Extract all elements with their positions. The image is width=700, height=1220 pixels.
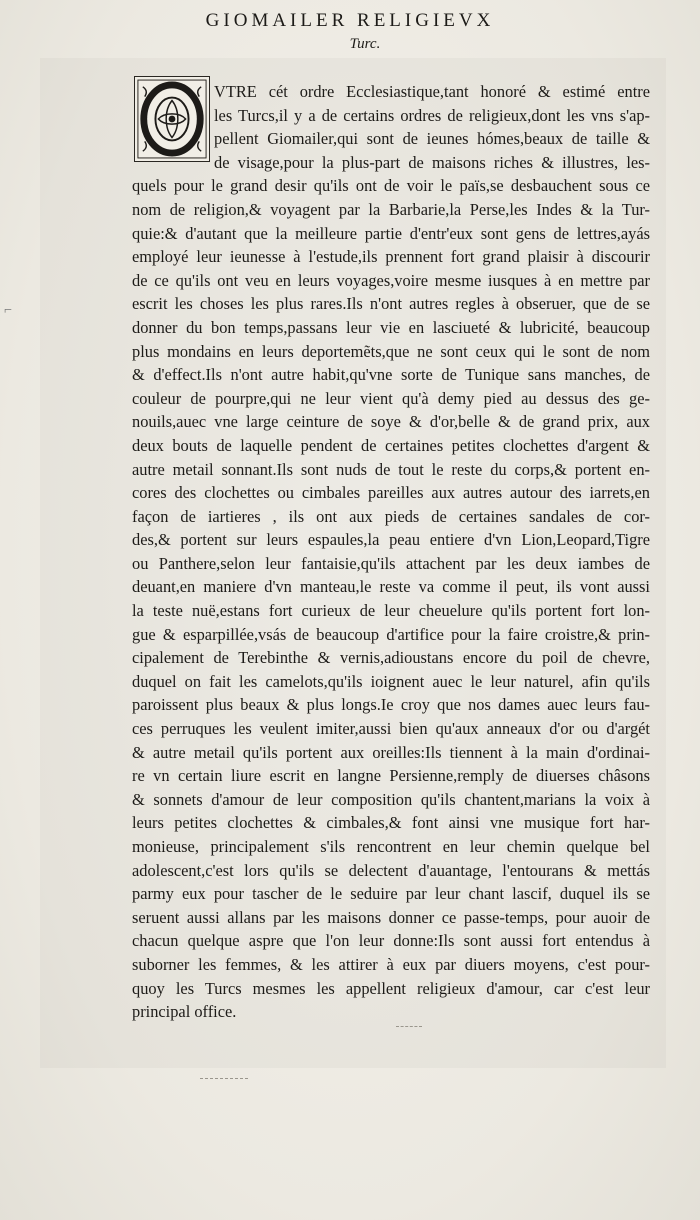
text-line: quels pour le grand desir qu'ils ont de voir le païs,se desbauchent sous ce xyxy=(132,176,650,196)
text-line: adolescent,c'est lors qu'ils se delectent d'auantage, l'entourans & mettás xyxy=(132,860,650,880)
text-line: nom de religion,& voyagent par la Barbarie,la Perse,les Indes & la Tur- xyxy=(132,199,650,219)
text-line: chacun quelque aspre que l'on leur donne:Ils sont aussi fort entendus à xyxy=(132,931,650,951)
text-line: de ce qu'ils ont veu en leurs voyages,voire mesme iusques à en mettre par xyxy=(132,270,650,290)
text-line: paroissent plus beaux & plus longs.Ie croy que nos dames auec leurs fau- xyxy=(132,695,650,715)
body-text xyxy=(132,80,650,1024)
running-head xyxy=(0,10,700,32)
text-line: la teste nuë,estans fort curieux de leur cheuelure qu'ils portent fort lon- xyxy=(132,601,650,621)
text-line: quie:& d'autant que la meilleure partie d'entr'eux sont gens de lettres,ayás xyxy=(132,223,650,243)
text-line: cores des clochettes ou cimbales pareilles aux autres autour des iarrets,en xyxy=(132,483,650,503)
text-line: leurs petites clochettes & cimbales,& font ainsi vne musique fort har- xyxy=(132,813,650,833)
text-line: escrit les choses les plus rares.Ils n'ont autres regles à obseruer, que de se xyxy=(132,294,650,314)
text-line: façon de iartieres , ils ont aux pieds de certaines sandales de cor- xyxy=(132,506,650,526)
text-line: ces perruques les veulent imiter,aussi bien qu'aux anneaux d'or ou d'argét xyxy=(132,719,650,739)
text-line: suborner les femmes, & les attirer à eux par diuers moyens, c'est pour- xyxy=(132,954,650,974)
text-line: monieuse, principalement s'ils rencontrent en leur chemin quelque bel xyxy=(132,837,650,856)
text-line: deuant,en maniere d'vn manteau,le reste va comme il peut, ils vont aussi xyxy=(132,577,650,597)
page-subtitle: Turc. xyxy=(349,36,381,52)
text-line: VTRE cét ordre Ecclesiastique,tant honoré & estimé entre xyxy=(214,82,650,101)
text-line: donner du bon temps,passans leur vie en lasciueté & lubricité, beaucoup xyxy=(132,317,650,337)
page-title: GIOMAILER RELIGIEVX xyxy=(205,10,495,31)
text-line: employé leur ieunesse à l'estude,ils prennent fort grand plaisir à discourir xyxy=(132,247,650,267)
text-line: gue & esparpillée,vsás de beaucoup d'artifice pour la faire croistre,& prin- xyxy=(132,624,650,644)
text-line: & sonnets d'amour de leur composition qu'ils chantent,marians la voix à xyxy=(132,789,650,809)
margin-mark-icon: ⌐ xyxy=(4,303,12,318)
faint-rule xyxy=(200,1078,248,1079)
text-line: pellent Giomailer,qui sont de ieunes hómes,beaux de taille & xyxy=(214,129,650,149)
text-line: ou Panthere,selon leur fantaisie,qu'ils attachent par les deux iambes de xyxy=(132,553,650,573)
text-line: principal office. xyxy=(132,1002,237,1022)
text-line: seruent aussi allans par les maisons donner ce passe-temps, pour auoir de xyxy=(132,907,650,927)
text-line: & d'effect.Ils n'ont autre habit,qu'vne sorte de Tunique sans manches, de xyxy=(132,365,650,385)
text-line: de visage,pour la plus-part de maisons riches & illustres, les- xyxy=(214,152,650,172)
text-line: re vn certain liure escrit en langne Persienne,remply de diuerses châsons xyxy=(132,766,650,786)
text-line: duquel on fait les camelots,qu'ils ioignent auec le leur naturel, afin qu'ils xyxy=(132,671,650,691)
text-line: & autre metail qu'ils portent aux oreilles:Ils tiennent à la main d'ordinai- xyxy=(132,742,650,762)
text-line: couleur de pourpre,qui ne leur vient qu'à demy pied au dessus des ge- xyxy=(132,388,650,408)
text-line: autre metail sonnant.Ils sont nuds de tout le reste du corps,& portent en- xyxy=(132,459,650,479)
text-line: deux bouts de laquelle pendent de certaines petites clochettes d'argent & xyxy=(132,435,650,455)
text-line: quoy les Turcs mesmes les appellent religieux d'amour, car c'est leur xyxy=(132,978,650,998)
text-line: cipalement de Terebinthe & vernis,adioustans encore du poil de chevre, xyxy=(132,648,650,668)
text-line: parmy eux pour tascher de le seduire par leur chant lascif, duquel ils se xyxy=(132,884,650,904)
text-line: nouils,auec vne large ceinture de soye & d'or,belle & de grand prix, aux xyxy=(132,412,650,432)
text-line: des,& portent sur leurs espaules,la peau entiere d'vn Lion,Leopard,Tigre xyxy=(132,530,650,550)
text-line: les Turcs,il y a de certains ordres de religieux,dont les vns s'ap- xyxy=(214,105,650,125)
text-line: plus mondains en leurs deportemẽts,que ne sont ceux qui le sont de nom xyxy=(132,341,650,361)
faint-rule xyxy=(396,1026,422,1027)
